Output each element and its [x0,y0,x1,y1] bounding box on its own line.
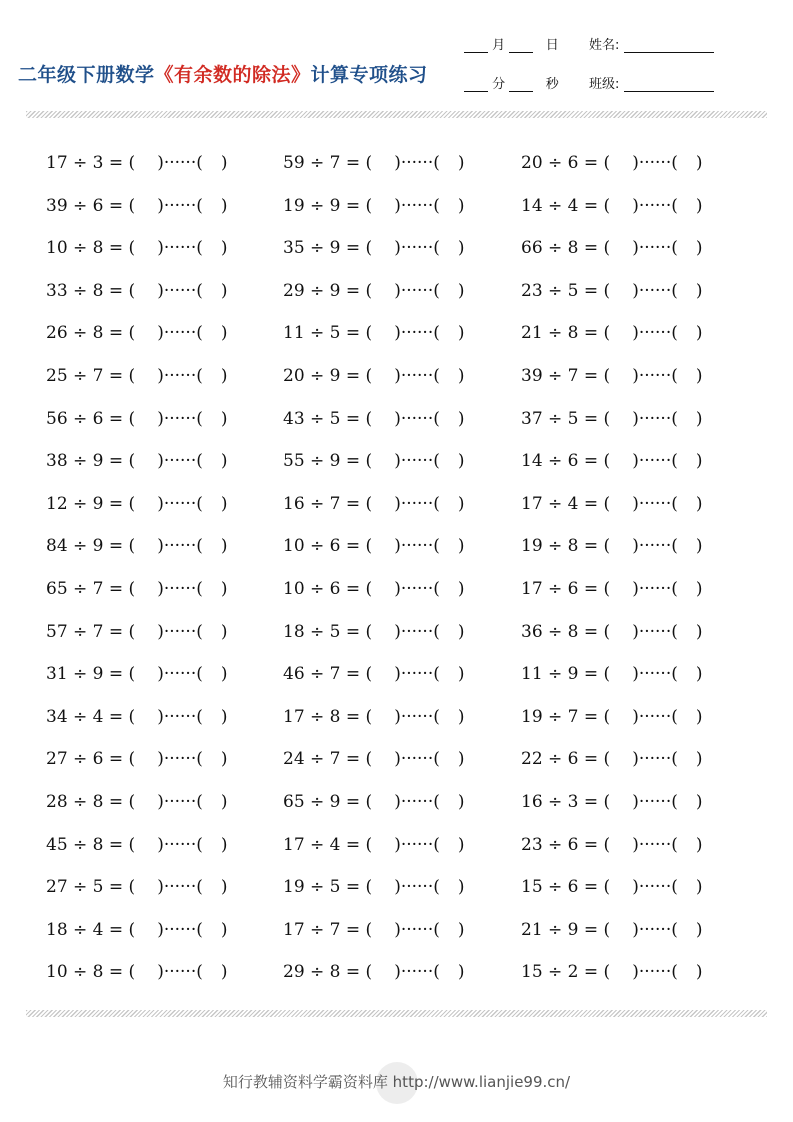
problem-expression: 17 ÷ 7 = ( [283,919,373,940]
closing-paren: ) [457,877,465,898]
remainder-separator: )······( [394,621,440,642]
closing-paren: ) [457,749,465,770]
remainder-separator: )······( [157,706,203,727]
division-problem [283,611,521,654]
closing-paren: ) [695,536,703,557]
remainder-separator: )······( [394,153,440,173]
problem-expression: 10 ÷ 6 = ( [283,536,373,557]
division-problem [521,568,746,611]
closing-paren: ) [457,323,465,344]
division-problem [283,355,521,398]
problem-expression: 18 ÷ 5 = ( [283,621,373,642]
name-field [589,34,714,53]
division-problem [46,440,283,483]
problem-expression: 11 ÷ 9 = ( [521,664,611,685]
closing-paren: ) [220,706,228,727]
problem-expression: 66 ÷ 8 = ( [521,238,611,259]
closing-paren: ) [695,749,703,770]
date-field [464,34,559,53]
closing-paren: ) [457,791,465,812]
problem-expression: 65 ÷ 7 = ( [46,578,136,599]
problem-expression: 15 ÷ 6 = ( [521,877,611,898]
problem-expression: 12 ÷ 9 = ( [46,493,136,514]
closing-paren: ) [457,451,465,472]
problem-expression: 20 ÷ 9 = ( [283,365,373,386]
division-problem [46,483,283,526]
division-problem [46,398,283,441]
division-problem [521,142,746,185]
problem-expression: 22 ÷ 6 = ( [521,749,611,770]
division-problem [521,227,746,270]
problem-expression: 19 ÷ 8 = ( [521,536,611,557]
closing-paren: ) [457,578,465,599]
remainder-separator: )······( [394,238,440,259]
remainder-separator: )······( [157,536,203,557]
problem-expression: 27 ÷ 6 = ( [46,749,136,770]
division-problem [521,525,746,568]
closing-paren: ) [457,153,465,173]
remainder-separator: )······( [632,408,678,429]
division-problem [283,738,521,781]
remainder-separator: )······( [394,323,440,344]
closing-paren: ) [220,877,228,898]
problem-expression: 39 ÷ 7 = ( [521,365,611,386]
remainder-separator: )······( [632,153,678,173]
remainder-separator: )······( [632,365,678,386]
problem-expression: 57 ÷ 7 = ( [46,621,136,642]
remainder-separator: )······( [394,749,440,770]
problem-expression: 28 ÷ 8 = ( [46,791,136,812]
remainder-separator: )······( [632,919,678,940]
bottom-divider [26,1010,767,1017]
problem-expression: 10 ÷ 6 = ( [283,578,373,599]
closing-paren: ) [457,834,465,855]
problem-expression: 17 ÷ 4 = ( [521,493,611,514]
closing-paren: ) [220,834,228,855]
division-problem [521,483,746,526]
problem-expression: 25 ÷ 7 = ( [46,365,136,386]
footer-source: 知行教辅资料学霸资料库 http://www.lianjie99.cn/ [222,1073,571,1091]
closing-paren: ) [220,578,228,599]
problem-expression: 39 ÷ 6 = ( [46,195,136,216]
division-problem [46,142,283,185]
remainder-separator: )······( [632,536,678,557]
division-problem [46,568,283,611]
month-blank[interactable] [464,40,488,53]
division-problem [521,355,746,398]
closing-paren: ) [220,280,228,301]
remainder-separator: )······( [157,323,203,344]
problem-expression: 17 ÷ 3 = ( [46,153,136,173]
closing-paren: ) [457,664,465,685]
problem-expression: 15 ÷ 2 = ( [521,962,611,983]
closing-paren: ) [457,621,465,642]
closing-paren: ) [695,877,703,898]
closing-paren: ) [220,749,228,770]
month-label: 月 [492,38,506,53]
problem-expression: 55 ÷ 9 = ( [283,451,373,472]
closing-paren: ) [220,664,228,685]
division-problem [283,525,521,568]
remainder-separator: )······( [394,408,440,429]
division-problem [283,824,521,867]
closing-paren: ) [695,664,703,685]
remainder-separator: )······( [632,578,678,599]
division-problem [283,951,521,994]
division-problem [521,909,746,952]
remainder-separator: )······( [157,919,203,940]
remainder-separator: )······( [632,834,678,855]
closing-paren: ) [695,280,703,301]
division-problem [521,440,746,483]
closing-paren: ) [695,323,703,344]
day-blank[interactable] [509,40,533,53]
closing-paren: ) [695,493,703,514]
remainder-separator: )······( [394,493,440,514]
problem-expression: 10 ÷ 8 = ( [46,238,136,259]
remainder-separator: )······( [157,195,203,216]
remainder-separator: )······( [157,749,203,770]
closing-paren: ) [220,536,228,557]
remainder-separator: )······( [157,493,203,514]
remainder-separator: )······( [632,621,678,642]
title-topic: 《有余数的除法》 [154,64,311,86]
closing-paren: ) [695,791,703,812]
division-problem [283,568,521,611]
division-problem [283,440,521,483]
closing-paren: ) [457,962,465,983]
problem-expression: 38 ÷ 9 = ( [46,451,136,472]
problem-expression: 18 ÷ 4 = ( [46,919,136,940]
problem-expression: 21 ÷ 9 = ( [521,919,611,940]
remainder-separator: )······( [157,664,203,685]
problem-expression: 34 ÷ 4 = ( [46,706,136,727]
problem-expression: 14 ÷ 4 = ( [521,195,611,216]
minute-blank[interactable] [464,79,488,92]
remainder-separator: )······( [632,962,678,983]
remainder-separator: )······( [394,919,440,940]
division-problem [46,312,283,355]
problem-expression: 56 ÷ 6 = ( [46,408,136,429]
remainder-separator: )······( [157,365,203,386]
remainder-separator: )······( [157,791,203,812]
division-problem [46,866,283,909]
problem-expression: 19 ÷ 5 = ( [283,877,373,898]
division-problem [283,653,521,696]
remainder-separator: )······( [394,962,440,983]
name-label: 姓名: [589,38,620,53]
problem-expression: 16 ÷ 3 = ( [521,791,611,812]
closing-paren: ) [695,578,703,599]
division-problem [283,696,521,739]
day-label: 日 [545,38,559,53]
division-problem [521,866,746,909]
title-suffix: 计算专项练习 [310,64,428,86]
problem-expression: 16 ÷ 7 = ( [283,493,373,514]
problem-expression: 20 ÷ 6 = ( [521,153,611,173]
remainder-separator: )······( [394,578,440,599]
closing-paren: ) [457,536,465,557]
problem-expression: 37 ÷ 5 = ( [521,408,611,429]
division-problem [283,398,521,441]
closing-paren: ) [220,493,228,514]
closing-paren: ) [220,791,228,812]
class-label: 班级: [589,77,620,92]
problem-expression: 59 ÷ 7 = ( [283,153,373,173]
remainder-separator: )······( [632,195,678,216]
problem-expression: 19 ÷ 7 = ( [521,706,611,727]
division-problem [521,738,746,781]
closing-paren: ) [695,834,703,855]
problem-expression: 29 ÷ 8 = ( [283,962,373,983]
problem-expression: 14 ÷ 6 = ( [521,451,611,472]
remainder-separator: )······( [394,834,440,855]
remainder-separator: )······( [394,536,440,557]
remainder-separator: )······( [632,664,678,685]
closing-paren: ) [220,153,228,173]
remainder-separator: )······( [394,365,440,386]
closing-paren: ) [695,153,703,173]
closing-paren: ) [220,919,228,940]
remainder-separator: )······( [632,238,678,259]
remainder-separator: )······( [394,706,440,727]
problem-expression: 31 ÷ 9 = ( [46,664,136,685]
division-problem [521,611,746,654]
division-problem [46,781,283,824]
closing-paren: ) [457,365,465,386]
problem-expression: 84 ÷ 9 = ( [46,536,136,557]
closing-paren: ) [695,621,703,642]
division-problem [283,227,521,270]
closing-paren: ) [695,706,703,727]
division-problem [46,824,283,867]
problem-expression: 27 ÷ 5 = ( [46,877,136,898]
division-problem [283,312,521,355]
closing-paren: ) [220,323,228,344]
problem-expression: 11 ÷ 5 = ( [283,323,373,344]
class-blank[interactable] [624,79,714,92]
remainder-separator: )······( [632,749,678,770]
problem-expression: 26 ÷ 8 = ( [46,323,136,344]
problem-expression: 35 ÷ 9 = ( [283,238,373,259]
closing-paren: ) [220,451,228,472]
problem-expression: 24 ÷ 7 = ( [283,749,373,770]
remainder-separator: )······( [632,451,678,472]
problem-expression: 33 ÷ 8 = ( [46,280,136,301]
minute-label: 分 [492,77,506,92]
remainder-separator: )······( [157,451,203,472]
division-problem [283,142,521,185]
remainder-separator: )······( [157,280,203,301]
remainder-separator: )······( [632,323,678,344]
problem-expression: 21 ÷ 8 = ( [521,323,611,344]
division-problem [283,185,521,228]
remainder-separator: )······( [632,791,678,812]
remainder-separator: )······( [394,877,440,898]
problem-expression: 17 ÷ 4 = ( [283,834,373,855]
division-problem [46,653,283,696]
closing-paren: ) [457,280,465,301]
title-grade: 二年级下册数学 [18,64,155,86]
remainder-separator: )······( [157,578,203,599]
remainder-separator: )······( [394,791,440,812]
division-problem [46,270,283,313]
division-problem [521,781,746,824]
closing-paren: ) [695,962,703,983]
top-divider [26,111,767,118]
remainder-separator: )······( [632,877,678,898]
division-problem [521,185,746,228]
closing-paren: ) [457,706,465,727]
remainder-separator: )······( [157,962,203,983]
closing-paren: ) [220,195,228,216]
closing-paren: ) [695,408,703,429]
second-blank[interactable] [509,79,533,92]
remainder-separator: )······( [632,280,678,301]
time-field [464,73,559,92]
problem-expression: 23 ÷ 6 = ( [521,834,611,855]
division-problem [521,824,746,867]
division-problem [521,696,746,739]
problem-expression: 17 ÷ 6 = ( [521,578,611,599]
problem-expression: 43 ÷ 5 = ( [283,408,373,429]
closing-paren: ) [220,962,228,983]
closing-paren: ) [220,365,228,386]
problem-expression: 46 ÷ 7 = ( [283,664,373,685]
remainder-separator: )······( [157,621,203,642]
problem-expression: 36 ÷ 8 = ( [521,621,611,642]
division-problem [283,909,521,952]
problem-expression: 65 ÷ 9 = ( [283,791,373,812]
division-problem [46,185,283,228]
closing-paren: ) [457,238,465,259]
closing-paren: ) [220,238,228,259]
closing-paren: ) [695,365,703,386]
division-problem [46,951,283,994]
division-problem [521,398,746,441]
remainder-separator: )······( [394,280,440,301]
remainder-separator: )······( [632,706,678,727]
problem-expression: 29 ÷ 9 = ( [283,280,373,301]
closing-paren: ) [695,238,703,259]
division-problem [283,866,521,909]
remainder-separator: )······( [157,834,203,855]
closing-paren: ) [457,408,465,429]
second-label: 秒 [545,77,559,92]
closing-paren: ) [695,195,703,216]
remainder-separator: )······( [157,238,203,259]
division-problem [521,653,746,696]
division-problem [46,909,283,952]
problem-expression: 10 ÷ 8 = ( [46,962,136,983]
remainder-separator: )······( [394,195,440,216]
division-problem [46,525,283,568]
problem-expression: 17 ÷ 8 = ( [283,706,373,727]
division-problem [46,696,283,739]
remainder-separator: )······( [157,408,203,429]
division-problem [283,781,521,824]
division-problem [521,951,746,994]
remainder-separator: )······( [394,664,440,685]
closing-paren: ) [457,919,465,940]
remainder-separator: )······( [632,493,678,514]
problem-grid [46,142,746,994]
closing-paren: ) [457,493,465,514]
division-problem [46,227,283,270]
division-problem [46,738,283,781]
division-problem [46,611,283,654]
remainder-separator: )······( [394,451,440,472]
closing-paren: ) [695,919,703,940]
closing-paren: ) [220,621,228,642]
remainder-separator: )······( [157,153,203,173]
problem-expression: 45 ÷ 8 = ( [46,834,136,855]
closing-paren: ) [695,451,703,472]
division-problem [283,483,521,526]
closing-paren: ) [457,195,465,216]
remainder-separator: )······( [157,877,203,898]
division-problem [46,355,283,398]
worksheet-title [18,60,428,87]
problem-expression: 23 ÷ 5 = ( [521,280,611,301]
division-problem [283,270,521,313]
name-blank[interactable] [624,40,714,53]
division-problem [521,312,746,355]
closing-paren: ) [220,408,228,429]
class-field [589,73,714,92]
problem-expression: 19 ÷ 9 = ( [283,195,373,216]
division-problem [521,270,746,313]
